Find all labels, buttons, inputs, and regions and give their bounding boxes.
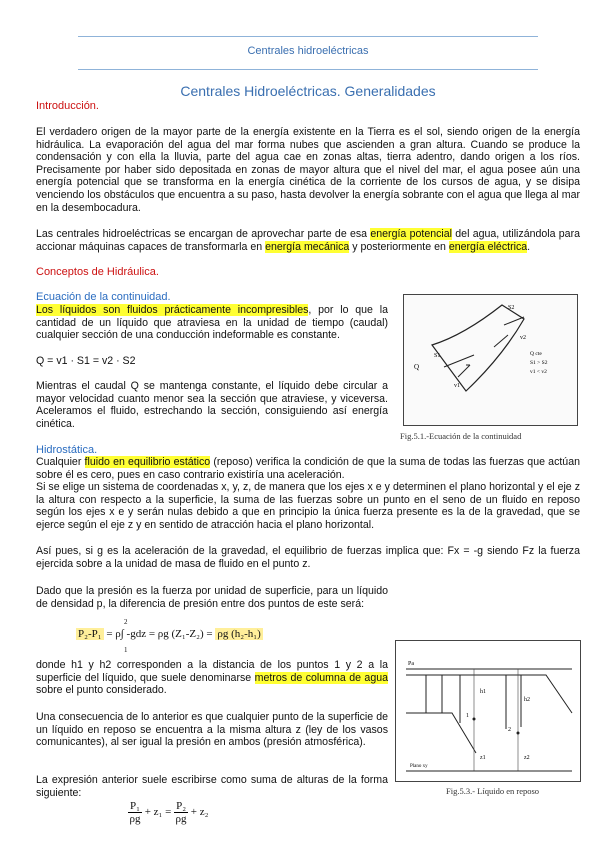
label-plane-xy: Plano xy: [410, 764, 428, 769]
figure-liquid-rest-caption: Fig.5.3.- Líquido en reposo: [446, 786, 540, 796]
label-point-2: 2: [508, 727, 511, 733]
hydrostatics-paragraph-1: Cualquier fluido en equilibrio estático (reposo) verifica la condición de que la suma de todas las fuerzas que actúan sobre él es cero, pues en caso contrario existiría una aceleración.: [36, 456, 580, 481]
label-s2: S2: [508, 305, 515, 311]
integral-lower-limit: 1: [124, 646, 128, 654]
highlight-electrical-energy: energía eléctrica: [448, 240, 528, 253]
continuity-paragraph-2: Mientras el caudal Q se mantenga constante, el líquido debe circular a mayor velocidad cuanto menor sea la sección que atraviese, y viceversa. Aceleramos el fluido, estrechando la sección, consiguiendo así energía cinética.: [36, 380, 388, 430]
highlight-water-column: metros de columna de agua: [254, 671, 389, 684]
subheading-hydrostatics: Hidrostática.: [36, 444, 98, 456]
label-q: Q: [414, 363, 420, 371]
label-v1: v1: [454, 383, 460, 389]
label-v2: v2: [520, 335, 526, 341]
section-heading-intro: Introducción.: [36, 100, 99, 112]
hydrostatics-paragraph-7: La expresión anterior suele escribirse como suma de alturas de la forma siguiente:: [36, 774, 388, 799]
figure-liquid-at-rest: [395, 640, 581, 782]
hydrostatics-paragraph-6: Una consecuencia de lo anterior es que cualquier punto de la superficie de un líquido en reposo se encuentra a la misma altura z (ley de los vasos comunicantes), al ser igual la presión en ambos (presión atmosférica).: [36, 711, 388, 749]
figure-continuity: [403, 294, 578, 426]
hydrostatics-paragraph-3: Así pues, si g es la aceleración de la gravedad, el equilibrio de fuerzas implica que: Fx = -g siendo Fz la fuerza ejercida sobre a la unidad de masa de fluido en el punto z.: [36, 545, 580, 570]
pressure-equation: P₂-P₁ = ρ∫ -gdz = ρg (Z₁-Z₂) = ρg (h₂-h₁): [78, 628, 261, 640]
label-point-1: 1: [466, 713, 469, 719]
section-heading-hydraulics: Conceptos de Hidráulica.: [36, 266, 159, 278]
hydrostatics-paragraph-5: donde h1 y h2 corresponden a la distancia de los puntos 1 y 2 a la superficie del líquido, que suele denominarse metros de columna de agua sobre el punto considerado.: [36, 659, 389, 697]
intro-paragraph-1: El verdadero origen de la mayor parte de la energía existente en la Tierra es el sol, siendo origen de la energía hidráulica. La evaporación del agua del mar forma nubes que ascienden a gran altura. Cuando se produce la condensación y con ella la lluvia, parte del agua cae en zonas altas, tierra adentro, dando origen a los ríos. Precisamente por haber sido depositada en zonas de mayor altura que el nivel del mar, el agua posee aún una energía potencial que se transforma en la energía cinética de la corriente de los cursos de agua, y se disipa venciendo los obstáculos que encuentra a su paso, hasta devolver la energía sobrante con el agua que llega al mar en la desembocadura.: [36, 126, 580, 214]
header-rule-bottom: [78, 69, 538, 70]
continuity-diagram: [404, 295, 577, 425]
label-s1s2: S1 > S2: [530, 360, 548, 366]
intro-paragraph-2: Las centrales hidroeléctricas se encargan de aprovechar parte de esa energía potencial del agua, utilizándola para accionar máquinas capaces de transformarla en energía mecánica y posteriormente en energía eléctrica.: [36, 228, 580, 253]
highlight-rho-g-h: ρg (h₂-h₁): [217, 628, 261, 640]
header-rule-top: [78, 36, 538, 37]
integral-upper-limit: 2: [124, 618, 128, 626]
continuity-formula: Q = v1 · S1 = v2 · S2: [36, 355, 136, 367]
label-v1v2: v1 < v2: [530, 369, 547, 375]
label-h1: h1: [480, 689, 486, 695]
label-pa: Pa: [408, 661, 414, 667]
subheading-continuity: Ecuación de la continuidad.: [36, 291, 171, 303]
figure-continuity-caption: Fig.5.1.-Ecuación de la continuidad: [400, 431, 522, 441]
label-z1: z1: [480, 755, 486, 761]
height-sum-equation: $\frac{\text{P₁}}{\rho g}$ + z₁ = $\frac{\text{P₂}}{\rho g}$ + z₂: [129, 800, 209, 825]
label-h2: h2: [524, 697, 530, 703]
continuity-paragraph-1: Los líquidos son fluidos prácticamente incompresibles, por lo que la cantidad de un líquido que atraviesa en la unidad de tiempo (caudal) cualquier sección de una conducción indeformable es constante.: [36, 304, 388, 342]
highlight-incompressible: Los líquidos son fluidos prácticamente incompresibles: [36, 304, 309, 316]
label-z2: z2: [524, 755, 530, 761]
hydrostatics-paragraph-2: Si se elige un sistema de coordenadas x, y, z, de manera que los ejes x e y determinen el plano horizontal y el eje z la altura con respecto a la superficie, la suma de las fuerzas sobre un punto en el seno de un fluido en reposo según los ejes x e y serán nulas debido a que en principio la única fuerza presente es la de la gravedad, que se ejerce según el eje z y en sentido de atracción hacia el plano horizontal.: [36, 481, 580, 531]
liquid-rest-diagram: [396, 641, 580, 781]
highlight-mechanical-energy: energía mecánica: [265, 240, 350, 253]
highlight-potential-energy: energía potencial: [370, 228, 452, 240]
running-header: Centrales hidroeléctricas: [247, 45, 369, 57]
page-title: Centrales Hidroeléctricas. Generalidades: [180, 83, 436, 99]
label-s1: S1: [434, 353, 441, 359]
label-qcte: Q cte: [530, 351, 542, 357]
highlight-static-fluid: fluido en equilibrio estático: [84, 456, 211, 468]
hydrostatics-paragraph-4: Dado que la presión es la fuerza por unidad de superficie, para un líquido de densidad p, la diferencia de presión entre dos puntos de este será:: [36, 585, 388, 610]
